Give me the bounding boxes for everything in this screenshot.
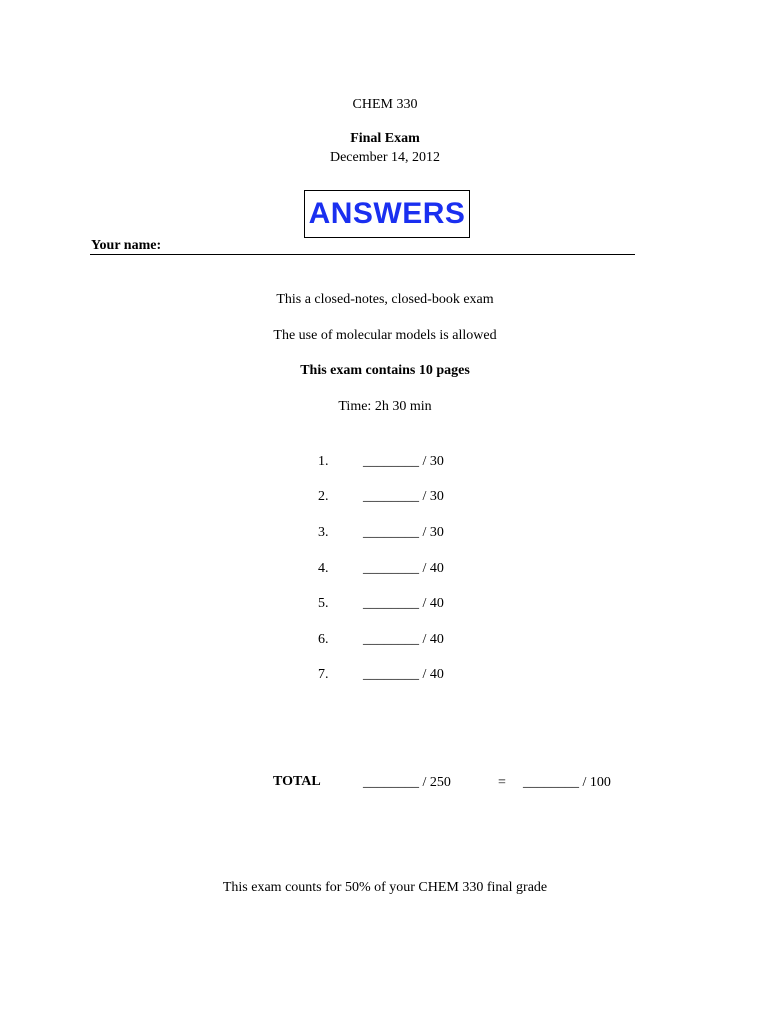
score-blank: ________ / 30 — [363, 525, 444, 540]
question-number: 7. — [318, 667, 329, 682]
answers-stamp — [304, 190, 470, 238]
answers-stamp-text: ANSWERS — [308, 197, 466, 230]
score-blank: ________ / 40 — [363, 667, 444, 682]
equals-sign: = — [498, 775, 506, 790]
name-label: Your name: — [91, 238, 162, 253]
exam-date: December 14, 2012 — [329, 150, 441, 165]
question-number: 1. — [318, 454, 329, 469]
exam-title: Final Exam — [350, 131, 420, 146]
question-number: 2. — [318, 489, 329, 504]
instruction-models-allowed: The use of molecular models is allowed — [273, 328, 497, 343]
question-number: 5. — [318, 596, 329, 611]
instruction-page-count: This exam contains 10 pages — [300, 363, 470, 378]
instruction-time-limit: Time: 2h 30 min — [338, 399, 432, 414]
question-number: 4. — [318, 561, 329, 576]
course-title: CHEM 330 — [352, 97, 418, 112]
score-blank: ________ / 40 — [363, 632, 444, 647]
grade-weight-note: This exam counts for 50% of your CHEM 330 final grade — [222, 880, 548, 895]
score-blank: ________ / 40 — [363, 561, 444, 576]
question-number: 6. — [318, 632, 329, 647]
total-score-blank: ________ / 250 — [363, 775, 451, 790]
score-blank: ________ / 40 — [363, 596, 444, 611]
total-label: TOTAL — [273, 774, 321, 789]
instruction-closed-book: This a closed-notes, closed-book exam — [276, 292, 494, 307]
score-blank: ________ / 30 — [363, 454, 444, 469]
score-blank: ________ / 30 — [363, 489, 444, 504]
question-number: 3. — [318, 525, 329, 540]
name-field-line[interactable] — [90, 254, 635, 255]
converted-score-blank: ________ / 100 — [523, 775, 611, 790]
